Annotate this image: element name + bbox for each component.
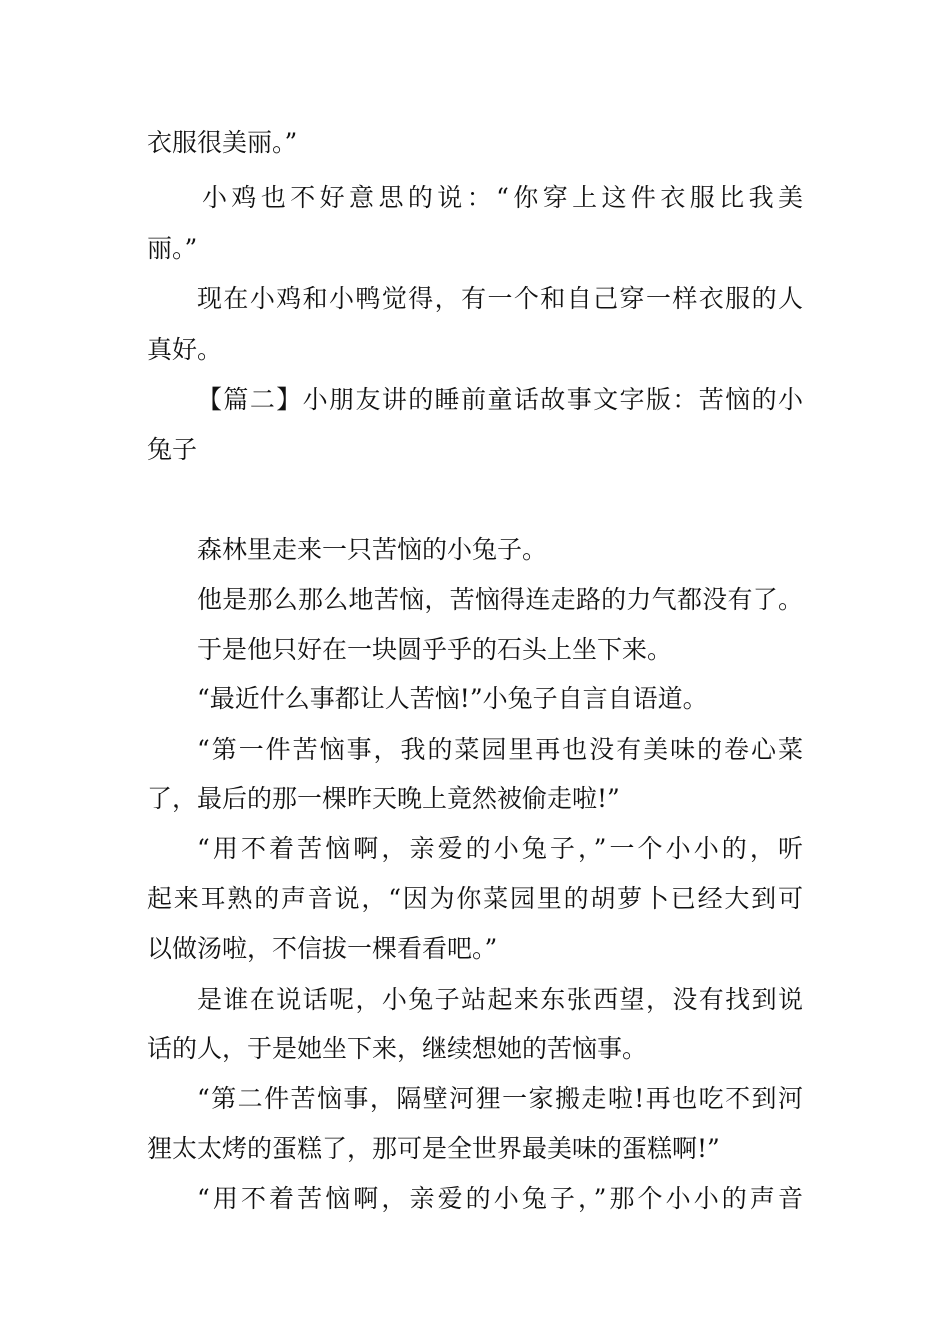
text-line: 于是他只好在一块圆乎乎的石头上坐下来。 (197, 635, 673, 664)
text-line: 衣服很美丽。” (147, 128, 298, 157)
text-line: 是谁在说话呢，小兔子站起来东张西望，没有找到说 (197, 985, 803, 1014)
text-line: “用不着苦恼啊，亲爱的小兔子，”那个小小的声音 (197, 1184, 803, 1213)
text-line: “第二件苦恼事，隔壁河狸一家搬走啦!再也吃不到河 (197, 1084, 803, 1113)
text-line: “用不着苦恼啊，亲爱的小兔子，”一个小小的，听 (197, 834, 803, 863)
text-line: “第一件苦恼事，我的菜园里再也没有美味的卷心菜 (197, 735, 803, 764)
text-line: 真好。 (147, 335, 223, 364)
text-line: 了，最后的那一棵昨天晚上竟然被偷走啦!” (147, 784, 620, 813)
text-line: 起来耳熟的声音说，“因为你菜园里的胡萝卜已经大到可 (147, 884, 803, 913)
text-line: 现在小鸡和小鸭觉得，有一个和自己穿一样衣服的人 (197, 284, 803, 313)
section-heading: 兔子 (147, 435, 198, 464)
text-line: 狸太太烤的蛋糕了，那可是全世界最美味的蛋糕啊!” (147, 1134, 720, 1163)
text-line: 小鸡也不好意思的说：“你穿上这件衣服比我美 (202, 183, 803, 212)
text-line: “最近什么事都让人苦恼!”小兔子自言自语道。 (197, 684, 708, 713)
text-line: 以做汤啦，不信拔一棵看看吧。” (147, 934, 498, 963)
text-line: 森林里走来一只苦恼的小兔子。 (197, 535, 548, 564)
section-heading: 【篇二】小朋友讲的睡前童话故事文字版：苦恼的小 (197, 385, 803, 414)
text-line: 他是那么那么地苦恼，苦恼得连走路的力气都没有了。 (197, 585, 803, 614)
text-line: 话的人，于是她坐下来，继续想她的苦恼事。 (147, 1034, 648, 1063)
text-line: 丽。” (147, 234, 198, 263)
